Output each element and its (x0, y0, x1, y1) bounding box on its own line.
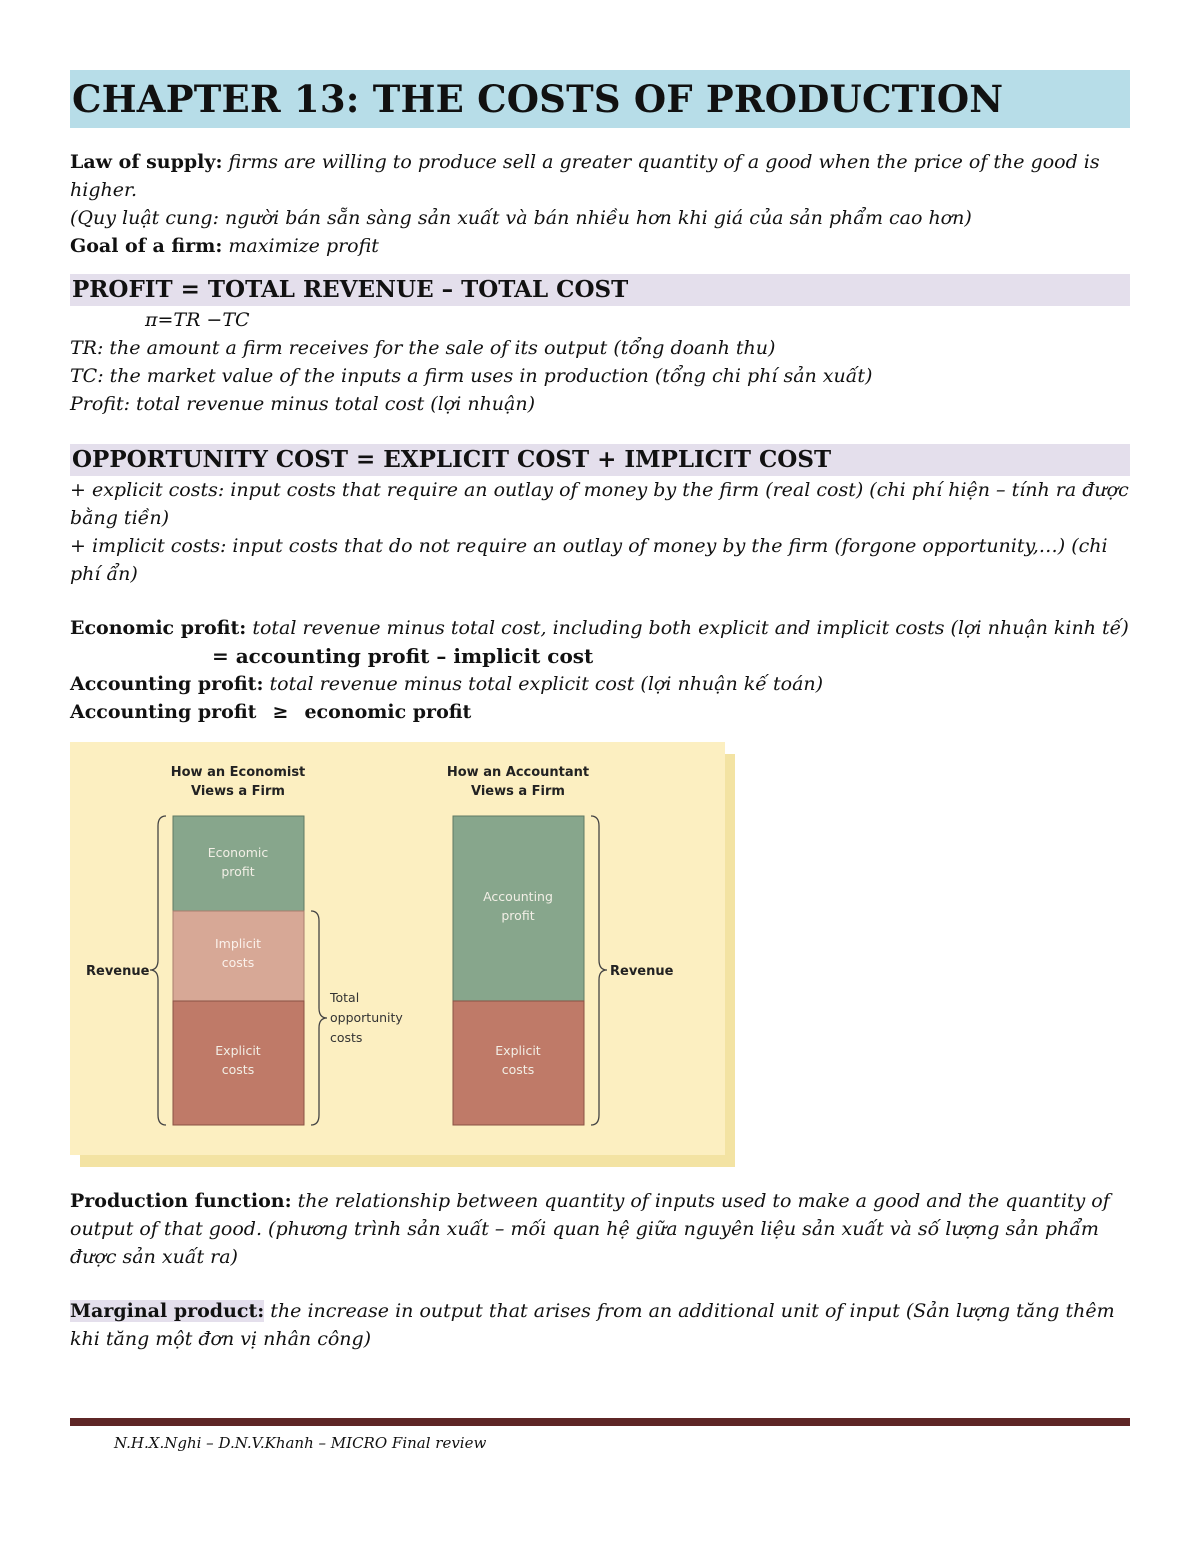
economic-profit-label: Economic profit: (70, 617, 247, 639)
production-function (70, 1187, 1130, 1271)
opportunity-heading: OPPORTUNITY COST = EXPLICIT COST + IMPLICIT COST (70, 444, 1130, 476)
figure-panel (70, 742, 725, 1155)
acc-profit-label-2: profit (501, 908, 535, 923)
opportunity-brace (311, 911, 327, 1125)
law-label: Law of supply: (70, 151, 223, 173)
marginal-product (70, 1297, 1130, 1353)
accounting-profit (70, 670, 1130, 698)
comparison-left: Accounting profit (70, 701, 257, 723)
footer-credit: N.H.X.Nghi – D.N.V.Khanh – MICRO Final review (114, 1434, 487, 1452)
left-title-line-2: Views a Firm (191, 784, 285, 799)
profit-definition: Profit: total revenue minus total cost (lợi nhuận) (70, 393, 536, 415)
production-text: the relationship between quantity of inputs used to make a good and the quantity of output of that good. (phương trình sản xuất – mối quan hệ giữa nguyên liệu sản xuất và số lượng sản phẩm được sản xuất ra) (70, 1190, 1110, 1268)
comparison-right: economic profit (304, 701, 472, 723)
revenue-label-left: Revenue (86, 964, 150, 979)
accounting-profit-text: total revenue minus total explicit cost (lợi nhuận kế toán) (263, 673, 824, 695)
revenue-label-right: Revenue (610, 964, 674, 979)
footer-rule (70, 1418, 1130, 1426)
chapter-title: CHAPTER 13: THE COSTS OF PRODUCTION (70, 70, 1130, 128)
total-opportunity-label-1: Total (330, 990, 360, 1005)
profit-heading: PROFIT = TOTAL REVENUE – TOTAL COST (70, 274, 1130, 306)
document-page (70, 70, 1130, 1353)
econ-profit-label-2: profit (221, 864, 255, 879)
economic-profit (70, 614, 1130, 642)
left-title-line-1: How an Economist (170, 765, 306, 780)
figure-svg (70, 742, 725, 1155)
revenue-brace-left (150, 816, 166, 1125)
law-of-supply-vn: (Quy luật cung: người bán sẵn sàng sản xuất và bán nhiều hơn khi giá của sản phẩm cao hơn) (70, 207, 972, 229)
right-title-line-2: Views a Firm (471, 784, 565, 799)
economic-profit-text: total revenue minus total cost, including both explicit and implicit costs (lợi nhuận kinh tế) (246, 617, 1129, 639)
econ-profit-label-1: Economic (207, 845, 269, 860)
tr-definition: TR: the amount a firm receives for the sale of its output (tổng doanh thu) (70, 337, 776, 359)
explicit-left-label-1: Explicit (215, 1043, 261, 1058)
right-title-line-1: How an Accountant (446, 765, 590, 780)
tc-definition: TC: the market value of the inputs a firm uses in production (tổng chi phí sản xuất) (70, 365, 873, 387)
explicit-right-label-1: Explicit (495, 1043, 541, 1058)
profit-formula: π=TR −TC (145, 309, 250, 331)
implicit-label-1: Implicit (215, 936, 261, 951)
implicit-definition: + implicit costs: input costs that do not require an outlay of money by the firm (forgone opportunity,…) (chi phí ẩn) (70, 535, 1108, 585)
total-opportunity-label-3: costs (330, 1030, 363, 1045)
explicit-definition: + explicit costs: input costs that require an outlay of money by the firm (real cost) (chi phí hiện – tính ra được bằng tiền) (70, 479, 1129, 529)
goal-text: maximize profit (222, 235, 379, 257)
marginal-label: Marginal product: (70, 1300, 265, 1322)
explicit-left-label-2: costs (221, 1062, 255, 1077)
total-opportunity-label-2: opportunity (330, 1010, 403, 1025)
production-label: Production function: (70, 1190, 292, 1212)
goal-label: Goal of a firm: (70, 235, 223, 257)
comparison-operator: ≥ (272, 701, 289, 723)
law-of-supply (70, 148, 1130, 204)
law-text: firms are willing to produce sell a greater quantity of a good when the price of the good is higher. (70, 151, 1100, 201)
profit-comparison (70, 698, 1130, 726)
implicit-label-2: costs (221, 955, 255, 970)
economic-profit-equation: = accounting profit – implicit cost (212, 644, 594, 668)
accounting-profit-label: Accounting profit: (70, 673, 264, 695)
revenue-brace-right (591, 816, 607, 1125)
goal-of-firm (70, 232, 1130, 260)
explicit-right-label-2: costs (501, 1062, 535, 1077)
economist-vs-accountant-figure (70, 742, 735, 1167)
acc-profit-label-1: Accounting (483, 889, 553, 904)
marginal-text: the increase in output that arises from an additional unit of input (Sản lượng tăng thêm khi tăng một đơn vị nhân công) (70, 1300, 1115, 1350)
